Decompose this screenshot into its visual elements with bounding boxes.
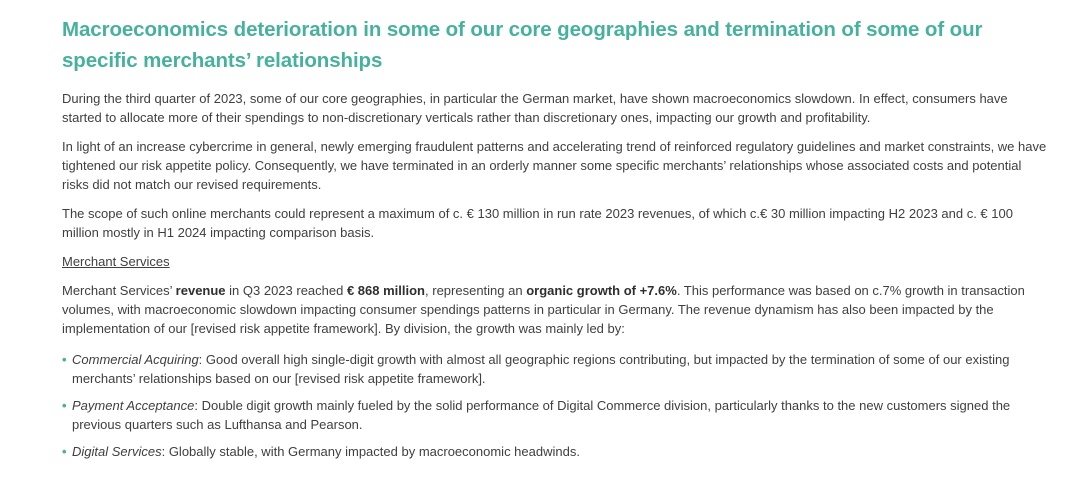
paragraph-risk-appetite: In light of an increase cybercrime in general, newly emerging fraudulent patterns and accelerating trend of reinforced regulatory guidelines and market constraints, we have tightened our risk appetite policy. Consequently, we have terminated in an orderly manner some specific merchants’ relationships whose associated costs and potential risks did not match our revised requirements. xyxy=(62,139,1047,192)
bullet-term: Digital Services xyxy=(72,444,162,459)
merchant-text-2: in Q3 2023 reached xyxy=(225,283,347,298)
merchant-text-3: , representing an xyxy=(425,283,527,298)
merchant-services-subheading: Merchant Services xyxy=(62,254,170,269)
revenue-value: € 868 million xyxy=(346,283,426,298)
merchant-text-1: Merchant Services’ xyxy=(62,283,176,298)
bullet-dot-icon: • xyxy=(62,352,67,367)
bullet-dot-icon: • xyxy=(62,444,67,459)
revenue-label: revenue xyxy=(175,283,226,298)
bullet-term: Commercial Acquiring xyxy=(72,352,199,367)
bullet-payment-acceptance xyxy=(62,396,1047,434)
document-page xyxy=(62,14,1047,469)
bullet-text: : Globally stable, with Germany impacted by macroeconomic headwinds. xyxy=(161,444,580,459)
bullet-text: : Double digit growth mainly fueled by the solid performance of Digital Commerce division, particularly thanks to the new customers signed the previous quarters such as Lufthansa and Pearson. xyxy=(72,398,1011,432)
bullet-commercial-acquiring xyxy=(62,350,1047,388)
bullet-digital-services xyxy=(62,442,1047,461)
division-bullet-list xyxy=(62,350,1047,461)
paragraph-macroeconomics: During the third quarter of 2023, some of our core geographies, in particular the German market, have shown macroeconomics slowdown. In effect, consumers have started to allocate more of their spendings to non-discretionary verticals rather than discretionary ones, impacting our growth and profitability. xyxy=(62,91,1008,125)
bullet-dot-icon: • xyxy=(62,398,67,413)
paragraph-merchant-scope: The scope of such online merchants could represent a maximum of c. € 130 million in run rate 2023 revenues, of which c.€ 30 million impacting H2 2023 and c. € 100 million mostly in H1 2024 impacting comparison basis. xyxy=(62,206,1013,240)
section-heading: Macroeconomics deterioration in some of our core geographies and termination of some of our specific merchants’ relationships xyxy=(62,18,983,72)
bullet-text: : Good overall high single-digit growth with almost all geographic regions contributing, but impacted by the termination of some of our existing merchants’ relationships based on our [revised risk appetite framework]. xyxy=(72,352,1010,386)
paragraph-merchant-services xyxy=(62,281,1047,338)
merchant-text-4: . This performance was based on c.7% growth in transaction volumes, with macroeconomic slowdown impacting consumer spendings patterns in particular in Germany. The revenue dynamism has also been impacted by the implementation of our [revised risk appetite framework]. By division, the growth was mainly led by: xyxy=(62,283,1025,336)
organic-growth-label: organic growth of +7.6% xyxy=(526,283,677,298)
bullet-term: Payment Acceptance xyxy=(72,398,195,413)
